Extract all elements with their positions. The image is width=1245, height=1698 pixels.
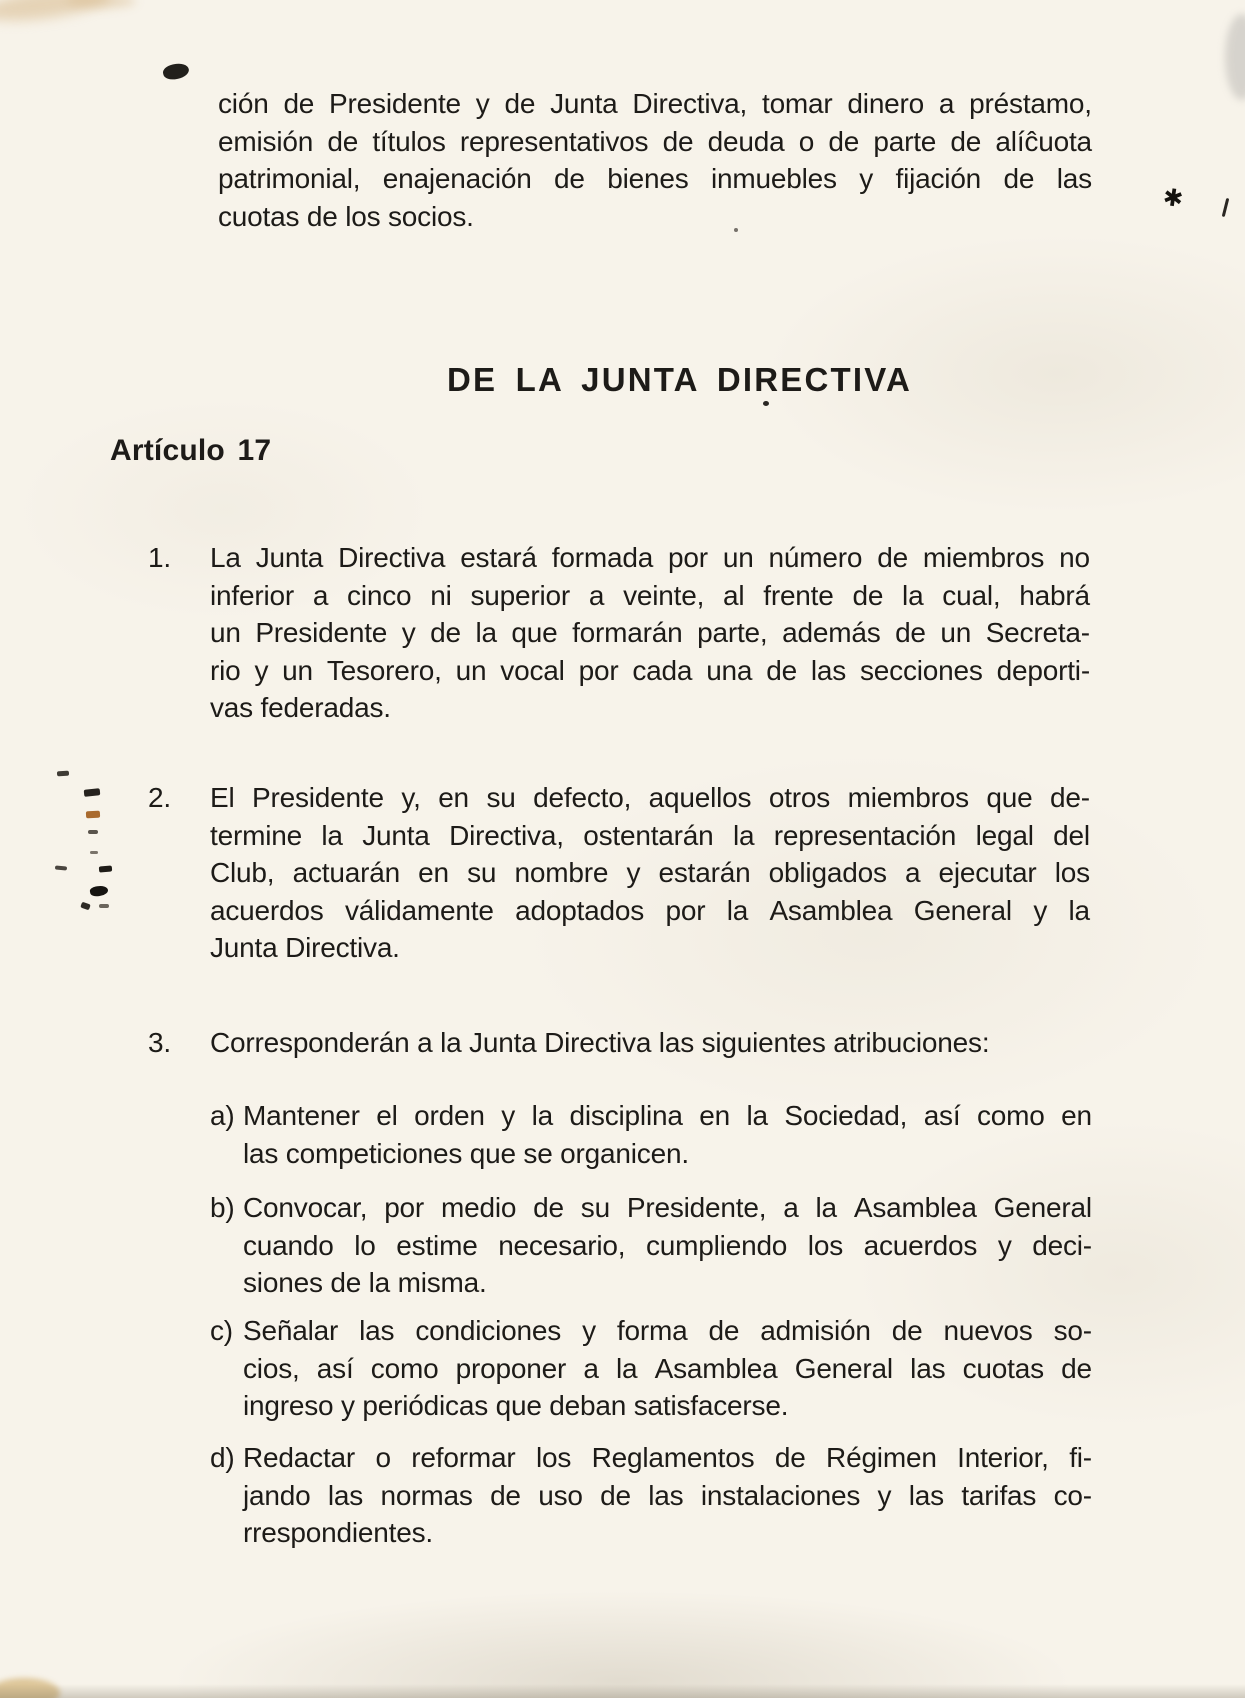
- scan-shadow-bottom: [0, 1684, 1245, 1698]
- item-number: 3.: [148, 1027, 171, 1058]
- pencil-mark: [86, 811, 100, 819]
- stray-dot-under-heading: [763, 401, 769, 406]
- item-number: 1.: [148, 542, 171, 573]
- item-text: Convocar, por medio de su Presidente, a la Asamblea General cuando lo estime necesario, cumpliendo los acuerdos y deci- siones de la misma.: [243, 1192, 1092, 1298]
- item-letter: a): [210, 1100, 235, 1131]
- pencil-mark: [57, 771, 69, 777]
- pencil-mark: [90, 851, 98, 854]
- item-text: Señalar las condiciones y forma de admisión de nuevos so- cios, así como proponer a la Asamblea General las cuotas de ingreso y periódicas que deban satisfacerse.: [243, 1315, 1092, 1421]
- pencil-mark: [55, 865, 67, 870]
- pencil-mark: [84, 788, 101, 797]
- item-text: El Presidente y, en su defecto, aquellos otros miembros que de- termine la Junta Directiva, ostentarán la representación legal del Club, actuarán en su nombre y estarán obligados a ejecutar los acuerdos válidamente adoptados por la Asamblea General y la Junta Directiva.: [210, 782, 1090, 963]
- item-text: La Junta Directiva estará formada por un número de miembros no inferior a cinco ni superior a veinte, al frente de la cual, habrá un Presidente y de la que formarán parte, además de un Secreta- rio y un Tesorero, un vocal por cada una de las secciones deporti- vas federadas.: [210, 542, 1090, 723]
- section-heading: DE LA JUNTA DIRECTIVA: [447, 361, 913, 398]
- item-letter: d): [210, 1442, 235, 1473]
- pencil-mark: [80, 902, 91, 911]
- pencil-mark: [88, 830, 98, 834]
- article-title: Artículo 17: [110, 434, 272, 467]
- item-text: Corresponderán a la Junta Directiva las siguientes atribuciones:: [210, 1027, 990, 1058]
- ink-speck: [162, 61, 191, 81]
- item-text: Mantener el orden y la disciplina en la Sociedad, así como en las competiciones que se organicen.: [243, 1100, 1092, 1169]
- scan-corner-shadow: [1225, 14, 1245, 100]
- intro-paragraph: ción de Presidente y de Junta Directiva, tomar dinero a préstamo, emisión de títulos representativos de deuda o de parte de alíĉuota patrimonial, enajenación de bienes inmuebles y fijación de las cuotas de los socios.: [218, 88, 1092, 232]
- item-text: Redactar o reformar los Reglamentos de Régimen Interior, fi- jando las normas de uso de las instalaciones y las tarifas co- rrespondientes.: [243, 1442, 1092, 1548]
- pencil-mark: [89, 885, 108, 898]
- item-letter: b): [210, 1192, 235, 1223]
- item-letter: c): [210, 1315, 233, 1346]
- handwritten-tick-mark: [1222, 198, 1230, 217]
- handwritten-asterisk-mark: ✱: [1161, 183, 1185, 214]
- pencil-mark: [99, 865, 112, 872]
- item-number: 2.: [148, 782, 171, 813]
- pencil-mark: [99, 904, 109, 908]
